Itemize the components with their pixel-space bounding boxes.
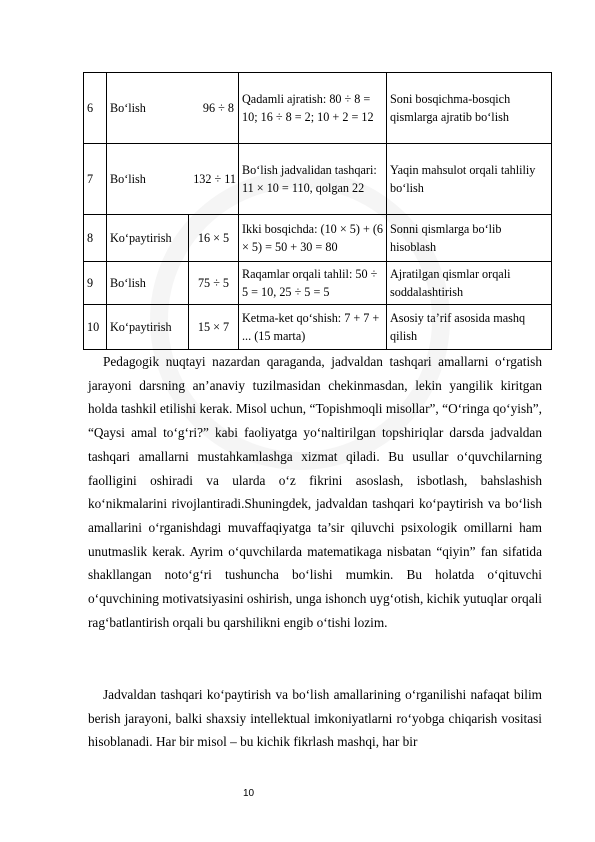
note-cell: Ajratilgan qismlar orqali soddalashtirish — [387, 262, 552, 305]
method-cell: Ketma-ket qo‘shish: 7 + 7 + ... (15 marta) — [239, 305, 387, 350]
method-cell: Bo‘lish jadvalidan tashqari: 11 × 10 = 110, qolgan 22 — [239, 144, 387, 215]
row-number: 10 — [84, 305, 107, 350]
operation-cell: Ko‘paytirish — [107, 305, 189, 350]
operation-cell: Ko‘paytirish — [107, 215, 189, 262]
operation-cell: Bo‘lish — [107, 144, 189, 215]
expression-cell: 15 × 7 — [189, 305, 239, 350]
note-cell: Yaqin mahsulot orqali tahliliy bo‘lish — [387, 144, 552, 215]
expression-cell: 16 × 5 — [189, 215, 239, 262]
body-paragraph: Jadvaldan tashqari ko‘paytirish va bo‘lish amallarining o‘rganilishi nafaqat bilim berish jarayoni, balki shaxsiy intellektual imkoniyatlarni ro‘yobga chiqarish vositasi hisoblanadi. Har bir misol – bu kichik fikrlash mashqi, har bir — [88, 687, 542, 750]
expression-cell: 75 ÷ 5 — [189, 262, 239, 305]
method-cell: Raqamlar orqali tahlil: 50 ÷ 5 = 10, 25 ÷ 5 = 5 — [239, 262, 387, 305]
table-row — [84, 215, 552, 262]
row-number: 8 — [84, 215, 107, 262]
note-cell: Sonni qismlarga bo‘lib hisoblash — [387, 215, 552, 262]
methods-table — [83, 72, 552, 350]
table-row — [84, 73, 552, 144]
row-number: 7 — [84, 144, 107, 215]
expression-cell: 96 ÷ 8 — [189, 73, 239, 144]
body-paragraph: Pedagogik nuqtayi nazardan qaraganda, jadvaldan tashqari amallarni o‘rgatish jarayoni darsning an’anaviy tuzilmasidan chekinmasdan, lekin yangilik kiritgan holda tashkil etilishi kerak. Misol uchun, “Topishmoqli misollar”, “O‘ringa qo‘yish”, “Qaysi amal to‘g‘ri?” kabi faoliyatga yo‘naltirilgan topshiriqlar darsda jadvaldan tashqari amallarni mustahkamlashga xizmat qiladi. Bu usullar o‘quvchilarning faolligini oshiradi va ularda o‘z fikrini asoslash, isbotlash, bahslashish ko‘nikmalarini rivojlantiradi.Shuningdek, jadvaldan tashqari ko‘paytirish va bo‘lish amallarini o‘rganishdagi muvaffaqiyatga ta’sir qiluvchi psixologik omillarni ham unutmaslik kerak. Ayrim o‘quvchilarda matematikaga nisbatan “qiyin” fan sifatida shakllangan noto‘g‘ri tushuncha bo‘lishi mumkin. Bu holatda o‘qituvchi o‘quvchining motivatsiyasini oshirish, unga ishonch uyg‘otish, kichik yutuqlar orqali rag‘batlantirish orqali bu qarshilikni engib o‘tishi lozim. — [88, 354, 542, 630]
table-row — [84, 144, 552, 215]
operation-cell: Bo‘lish — [107, 73, 189, 144]
row-number: 6 — [84, 73, 107, 144]
table-row — [84, 305, 552, 350]
page-number: 10 — [243, 788, 255, 799]
table-row — [84, 262, 552, 305]
method-cell: Qadamli ajratish: 80 ÷ 8 = 10; 16 ÷ 8 = 2; 10 + 2 = 12 — [239, 73, 387, 144]
note-cell: Asosiy ta’rif asosida mashq qilish — [387, 305, 552, 350]
operation-cell: Bo‘lish — [107, 262, 189, 305]
note-cell: Soni bosqichma-bosqich qismlarga ajratib bo‘lish — [387, 73, 552, 144]
row-number: 9 — [84, 262, 107, 305]
expression-cell: 132 ÷ 11 — [189, 144, 239, 215]
method-cell: Ikki bosqichda: (10 × 5) + (6 × 5) = 50 + 30 = 80 — [239, 215, 387, 262]
